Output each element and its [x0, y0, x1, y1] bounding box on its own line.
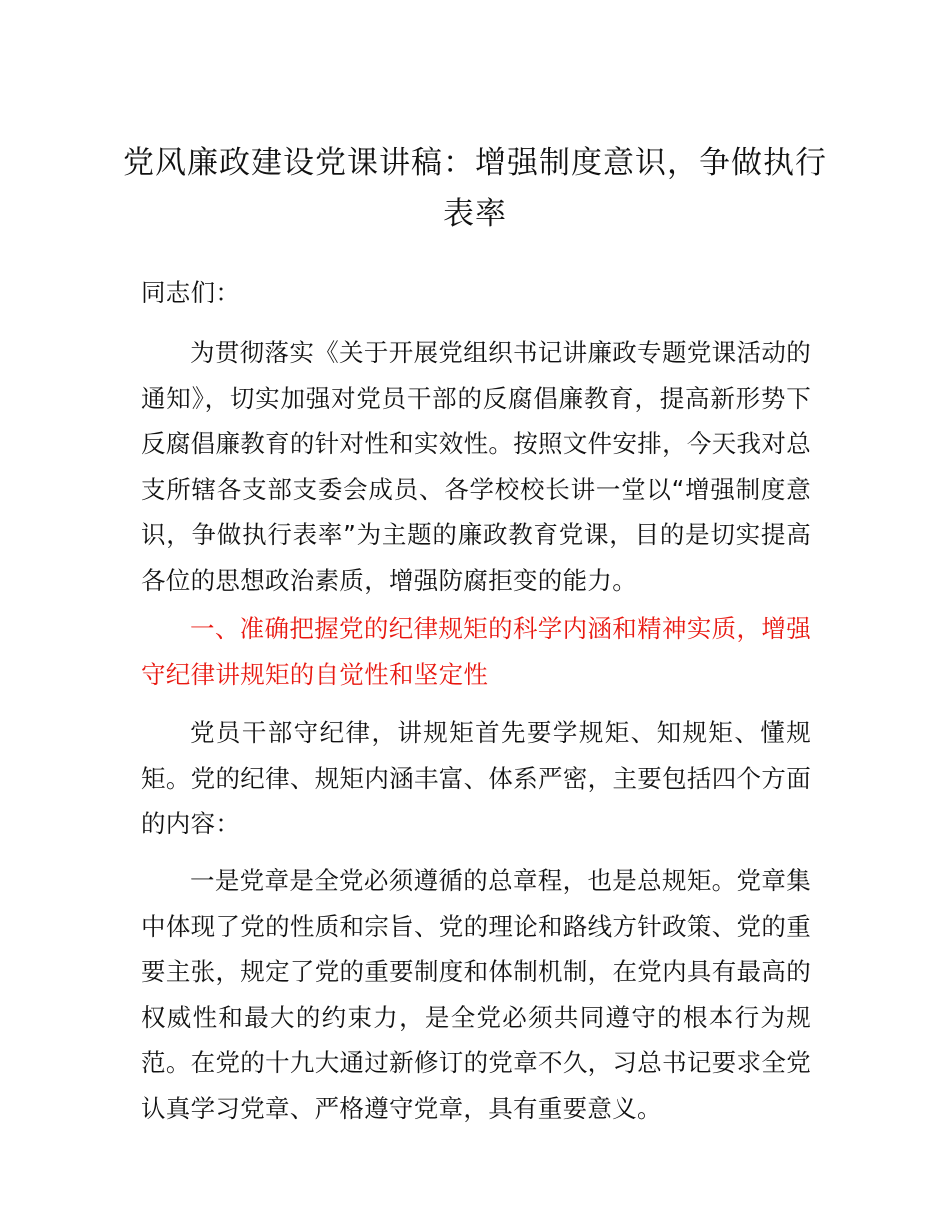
section-paragraph-1: 党员干部守纪律，讲规矩首先要学规矩、知规矩、懂规矩。党的纪律、规矩内涵丰富、体系严密，主要包括四个方面的内容：: [141, 718, 811, 838]
section-paragraph-2: 一是党章是全党必须遵循的总章程，也是总规矩。党章集中体现了党的性质和宗旨、党的理论和路线方针政策、党的重要主张，规定了党的重要制度和体制机制，在党内具有最高的权威性和最大的约束力，是全党必须共同遵守的根本行为规范。在党的十九大通过新修订的党章不久，习总书记要求全党认真学习党章、严格遵守党章，具有重要意义。: [141, 866, 811, 1123]
intro-paragraph: 为贯彻落实《关于开展党组织书记讲廉政专题党课活动的通知》，切实加强对党员干部的反腐倡廉教育，提高新形势下反腐倡廉教育的针对性和实效性。按照文件安排，今天我对总支所辖各支部支委会成员、各学校校长讲一堂以“增强制度意识，争做执行表率”为主题的廉政教育党课，目的是切实提高各位的思想政治素质，增强防腐拒变的能力。: [141, 338, 811, 595]
section-heading-1: 一、准确把握党的纪律规矩的科学内涵和精神实质，增强守纪律讲规矩的自觉性和坚定性: [141, 614, 811, 689]
salutation: 同志们：: [141, 278, 241, 307]
document-title: 党风廉政建设党课讲稿：增强制度意识，争做执行表率: [123, 145, 827, 232]
